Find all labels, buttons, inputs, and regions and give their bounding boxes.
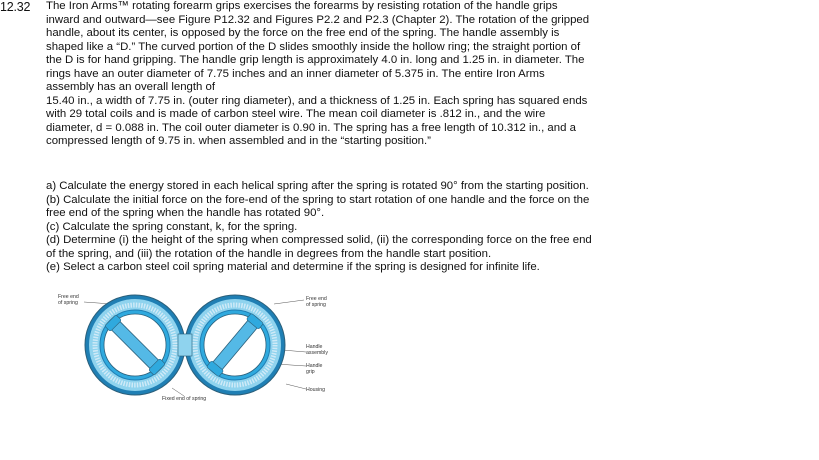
question-list (46, 180, 632, 275)
iron-arms-figure (54, 290, 344, 404)
question-item: (c) Calculate the spring constant, k, for the spring. (46, 220, 298, 233)
question-item: (d) Determine (i) the height of the spring when compressed solid, (ii) the corresponding force on the free end (46, 234, 592, 247)
problem-statement (46, 0, 632, 149)
statement-line: the D is for hand gripping. The handle grip length is approximately 4.0 in. long and 1.25 in. in diameter. The (46, 54, 585, 67)
label-handle-grip: Handle grip (306, 363, 323, 375)
question-item: free end of the spring when the handle has rotated 90°. (46, 207, 325, 220)
center-joint (178, 334, 192, 356)
statement-line: diameter, d = 0.088 in. The coil outer diameter is 0.90 in. The spring has a free length of 10.312 in., and a (46, 121, 576, 134)
label-fixed-end: Fixed end of spring (162, 396, 207, 402)
problem-number: 12.32 (0, 0, 31, 14)
question-item: (b) Calculate the initial force on the fore-end of the spring to start rotation of one handle and the force on the (46, 193, 590, 206)
label-free-end-left: Free end of spring (58, 294, 79, 306)
question-item: of the spring, and (iii) the rotation of the handle in degrees from the handle start position. (46, 247, 492, 260)
question-item: a) Calculate the energy stored in each helical spring after the spring is rotated 90° from the starting position. (46, 180, 589, 192)
statement-line: with 29 total coils and is made of carbon steel wire. The mean coil diameter is .812 in., and the wire (46, 108, 546, 121)
label-free-end-right: Free end of spring (306, 296, 327, 308)
left-ring (85, 295, 185, 395)
question-item: (e) Select a carbon steel coil spring material and determine if the spring is designed for infinite life. (46, 261, 540, 274)
statement-line: inward and outward—see Figure P12.32 and Figures P2.2 and P2.3 (Chapter 2). The rotation of the gripped (46, 13, 590, 26)
label-housing: Housing (306, 387, 326, 393)
statement-line: compressed length of 9.75 in. when assembled and in the “starting position.” (46, 135, 431, 148)
statement-line: 15.40 in., a width of 7.75 in. (outer ring diameter), and a thickness of 1.25 in. Each spring has squared ends (46, 94, 588, 107)
statement-line: The Iron Arms™ rotating forearm grips exercises the forearms by resisting rotation of the handle grips (46, 0, 558, 12)
statement-line: assembly has an overall length of (46, 81, 216, 94)
statement-line: rings have an outer diameter of 7.75 inches and an inner diameter of 5.375 in. The entire Iron Arms (46, 67, 545, 80)
label-handle-assembly: Handle assembly (306, 344, 328, 356)
statement-line: shaped like a “D.” The curved portion of the D slides smoothly inside the hollow ring; the straight portion of (46, 40, 581, 53)
statement-line: handle, about its center, is opposed by the force on the free end of the spring. The handle assembly is (46, 27, 560, 40)
right-ring (185, 295, 285, 395)
iron-arms-diagram (54, 290, 344, 404)
